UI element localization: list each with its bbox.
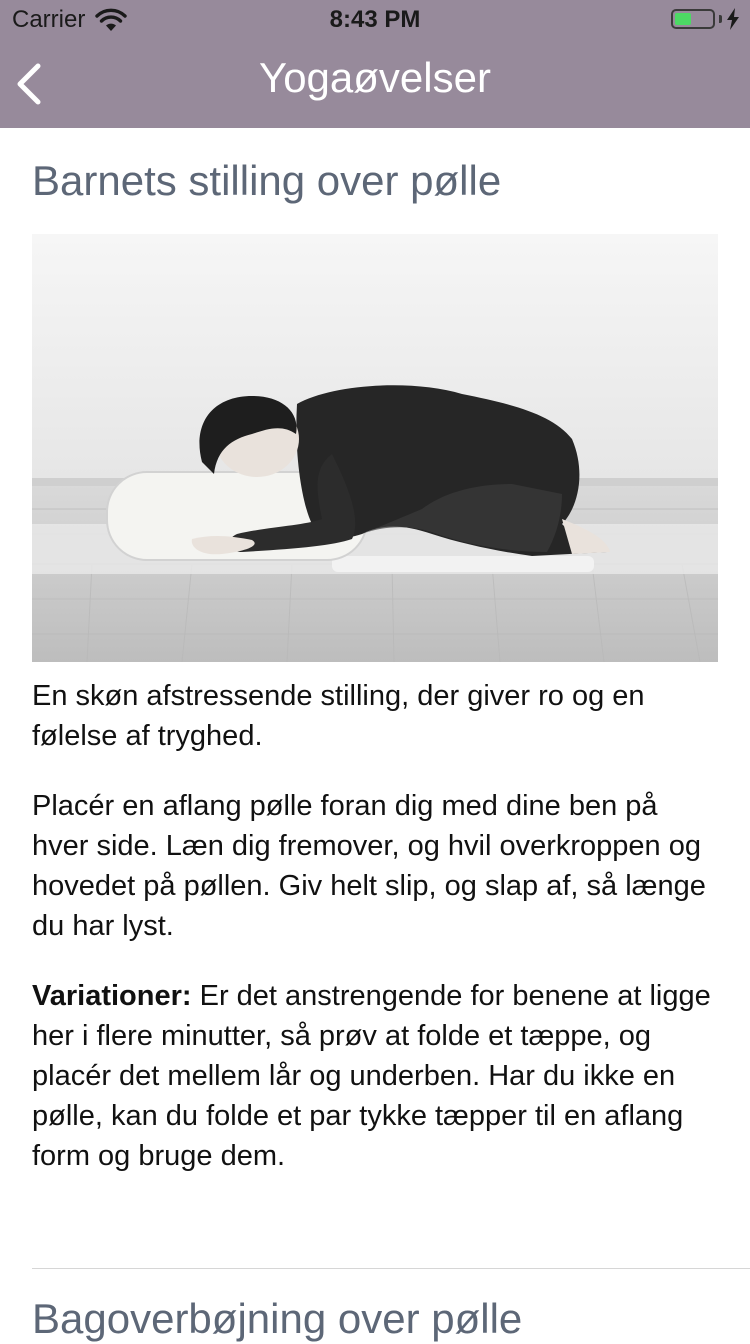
exercise-photo	[32, 234, 718, 662]
nav-title: Yogaøvelser	[259, 54, 491, 101]
battery-fill	[675, 13, 691, 25]
charging-bolt-icon	[726, 8, 740, 30]
app-header	[0, 0, 750, 128]
carrier-label: Carrier	[12, 6, 86, 33]
exercise-instructions: Placér en aflang pølle foran dig med dine ben på hver side. Læn dig fremover, og hvil overkroppen og hovedet på pøllen. Giv helt slip, og slap af, så længe du har lyst.	[32, 790, 706, 942]
battery-indicator	[671, 8, 740, 30]
variations-label: Variationer:	[32, 980, 192, 1012]
exercise-card	[32, 128, 718, 1176]
exercise-variations	[32, 976, 718, 1176]
battery-icon	[671, 9, 715, 29]
variations-text: Er det anstrengende for benene at ligge her i flere minutter, så prøv at folde et tæppe, og placér det mellem lår og underben. Har du ikke en pølle, kan du folde et par tykke tæpper til en aflang form og bruge dem.	[32, 980, 711, 1172]
battery-cap	[719, 15, 722, 23]
status-bar	[0, 0, 750, 40]
exercise-title: Barnets stilling over pølle	[32, 157, 502, 204]
status-time: 8:43 PM	[329, 6, 421, 33]
navigation-bar	[0, 40, 750, 128]
exercise-description: En skøn afstressende stilling, der giver ro og en følelse af tryghed.	[32, 680, 645, 752]
section-divider	[32, 1268, 750, 1269]
next-exercise-title[interactable]: Bagoverbøjning over pølle	[32, 1295, 523, 1342]
